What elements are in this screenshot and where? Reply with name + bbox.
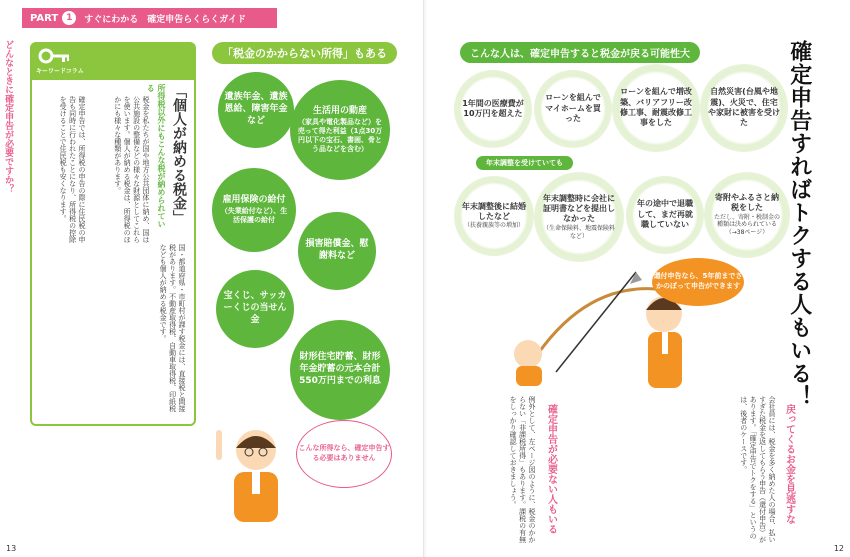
tax-free-item-2 (290, 80, 390, 180)
year-end-case-3-text: 年の途中で退職して、まだ再就職していない (637, 199, 693, 230)
tax-free-item-6 (290, 320, 390, 420)
year-end-case-2-sub: （生命保険料、地震保険料など） (542, 224, 615, 240)
keyword-subtitle: 所得税以外にもこんな税が納められている (146, 84, 166, 228)
tax-free-item-3 (212, 168, 296, 252)
year-end-case-1 (454, 176, 534, 256)
keyword-label: キーワードコラム (36, 68, 84, 75)
refund-case-3 (612, 64, 700, 152)
part-label: PART (30, 12, 59, 24)
tax-free-item-1 (218, 72, 294, 148)
tax-free-item-2-text: 生活用の動産 (312, 105, 367, 116)
year-end-case-4-text: 寄附やふるさと納税をした (715, 192, 779, 213)
keyword-column-box (30, 42, 196, 426)
part-number: 1 (62, 11, 76, 25)
tax-free-item-5 (216, 270, 294, 348)
side-tab-label: どんなときに確定申告が必要ですか？ (3, 40, 14, 193)
tax-free-item-6-text: 財形住宅貯蓄、財形年金貯蓄の元本合計550万円までの利息 (299, 352, 381, 386)
refund-case-1-text: 1年間の医療費が10万円を超えた (462, 98, 524, 118)
confirm-title: 確定申告が必要ない人もいる (545, 404, 557, 534)
tax-free-heading: 「税金のかからない所得」もある (212, 42, 397, 64)
refund-case-4 (700, 64, 788, 152)
man-pointing-illustration (212, 420, 292, 530)
refund-case-2-text: ローンを組んでマイホームを買った (545, 93, 601, 124)
tax-free-item-4-text: 損害賠償金、慰謝料など (305, 239, 369, 261)
tax-free-item-1-text: 遺族年金、遺族恩給、障害年金など (224, 92, 288, 126)
header-title: すぐにわかる 確定申告らくらくガイド (84, 14, 246, 25)
refund-case-4-text: 自然災害(台風や地震)、火災で、住宅や家財に被害を受けた (708, 87, 780, 128)
year-end-case-3 (626, 176, 704, 254)
year-end-case-2-text: 年末調整時に会社に証明書などを提出しなかった (543, 193, 615, 224)
tax-free-item-4 (298, 212, 376, 290)
right-body-1: 会社員には、税金を多く納めた人の場合、払いすぎた税金を返してもらう申告（還付申告）があります。「確定申告でトクをする」というのは、後者のケースです。 (739, 396, 776, 543)
year-end-case-1-sub: （扶養親族等の増加） (463, 222, 524, 230)
refund-case-3-text: ローンを組んで増改築、バリアフリー改修工事、耐震改修工事をした (620, 87, 692, 128)
year-end-case-4-sub: ただし、寄附・税制金の種類は決められている（→38ページ） (713, 213, 780, 237)
left-speech-text: こんな所得なら、確定申告する必要はありません (298, 444, 390, 462)
keyword-body-1: 税金を私たちが国や地方公共団体に納め、国は公共施設の整備などの様々な財源としてこれらを使います。個人が納める税金は、所得税のほかにも様々な種類があります。 (113, 96, 150, 243)
right-page (426, 0, 850, 557)
part-header (22, 8, 277, 28)
side-tab (2, 40, 24, 200)
year-end-case-2 (534, 172, 624, 262)
tax-free-item-3-sub: （失業給付など）、生活保護の給付 (220, 206, 288, 224)
refund-case-1 (454, 70, 532, 148)
keyword-body-3: 国・都道府県・市町村が課す税金には、直接税と間接税があります。不動産取得税、自動車取得税、印紙税なども個人が納める税金です。 (159, 244, 186, 412)
page-number-left: 13 (6, 544, 17, 553)
tax-free-item-5-text: 宝くじ、サッカーくじの当せん金 (223, 291, 287, 325)
keyword-strip (32, 44, 194, 80)
right-speech-text: 還付申告なら、5年前までさかのぼって申告ができます (653, 272, 743, 290)
return-title: 戻ってくるお金を見逃すな (783, 404, 795, 524)
keyword-body-2: 確定申告では、所得税の申告の際に住民税の申告も同時に行われたことになり、所得税の控除を受けることで住民税も安くなります。 (59, 96, 86, 243)
key-icon (38, 48, 72, 64)
year-end-case-1-text: 年末調整後に結婚したなど (462, 201, 526, 222)
year-end-case-4 (704, 172, 790, 258)
keyword-title: 「個人が納める税金」 (171, 84, 187, 224)
refund-case-2 (534, 70, 612, 148)
page-number-right: 12 (833, 544, 844, 553)
right-body-2: 例外として、左ページ図のように、税金のかからない「非課税所得」もあります。課税の有無をしっかり確認しておきましょう。 (509, 396, 536, 543)
big-title: 確定申告すればトクする人もいる！ (786, 40, 812, 408)
right-speech-bubble (652, 258, 744, 306)
refund-heading: こんな人は、確定申告すると税金が戻る可能性大 (460, 42, 700, 63)
tax-free-item-2-sub: （家具や電化製品など）を売って得た利益（1点30万円以下の宝石、書画、骨とう品などを含む） (297, 117, 383, 153)
tax-free-item-3-text: 雇用保険の給付 (222, 195, 286, 206)
left-page (0, 0, 424, 557)
year-end-label: 年末調整を受けていても (476, 156, 573, 170)
left-speech-bubble (296, 420, 392, 488)
